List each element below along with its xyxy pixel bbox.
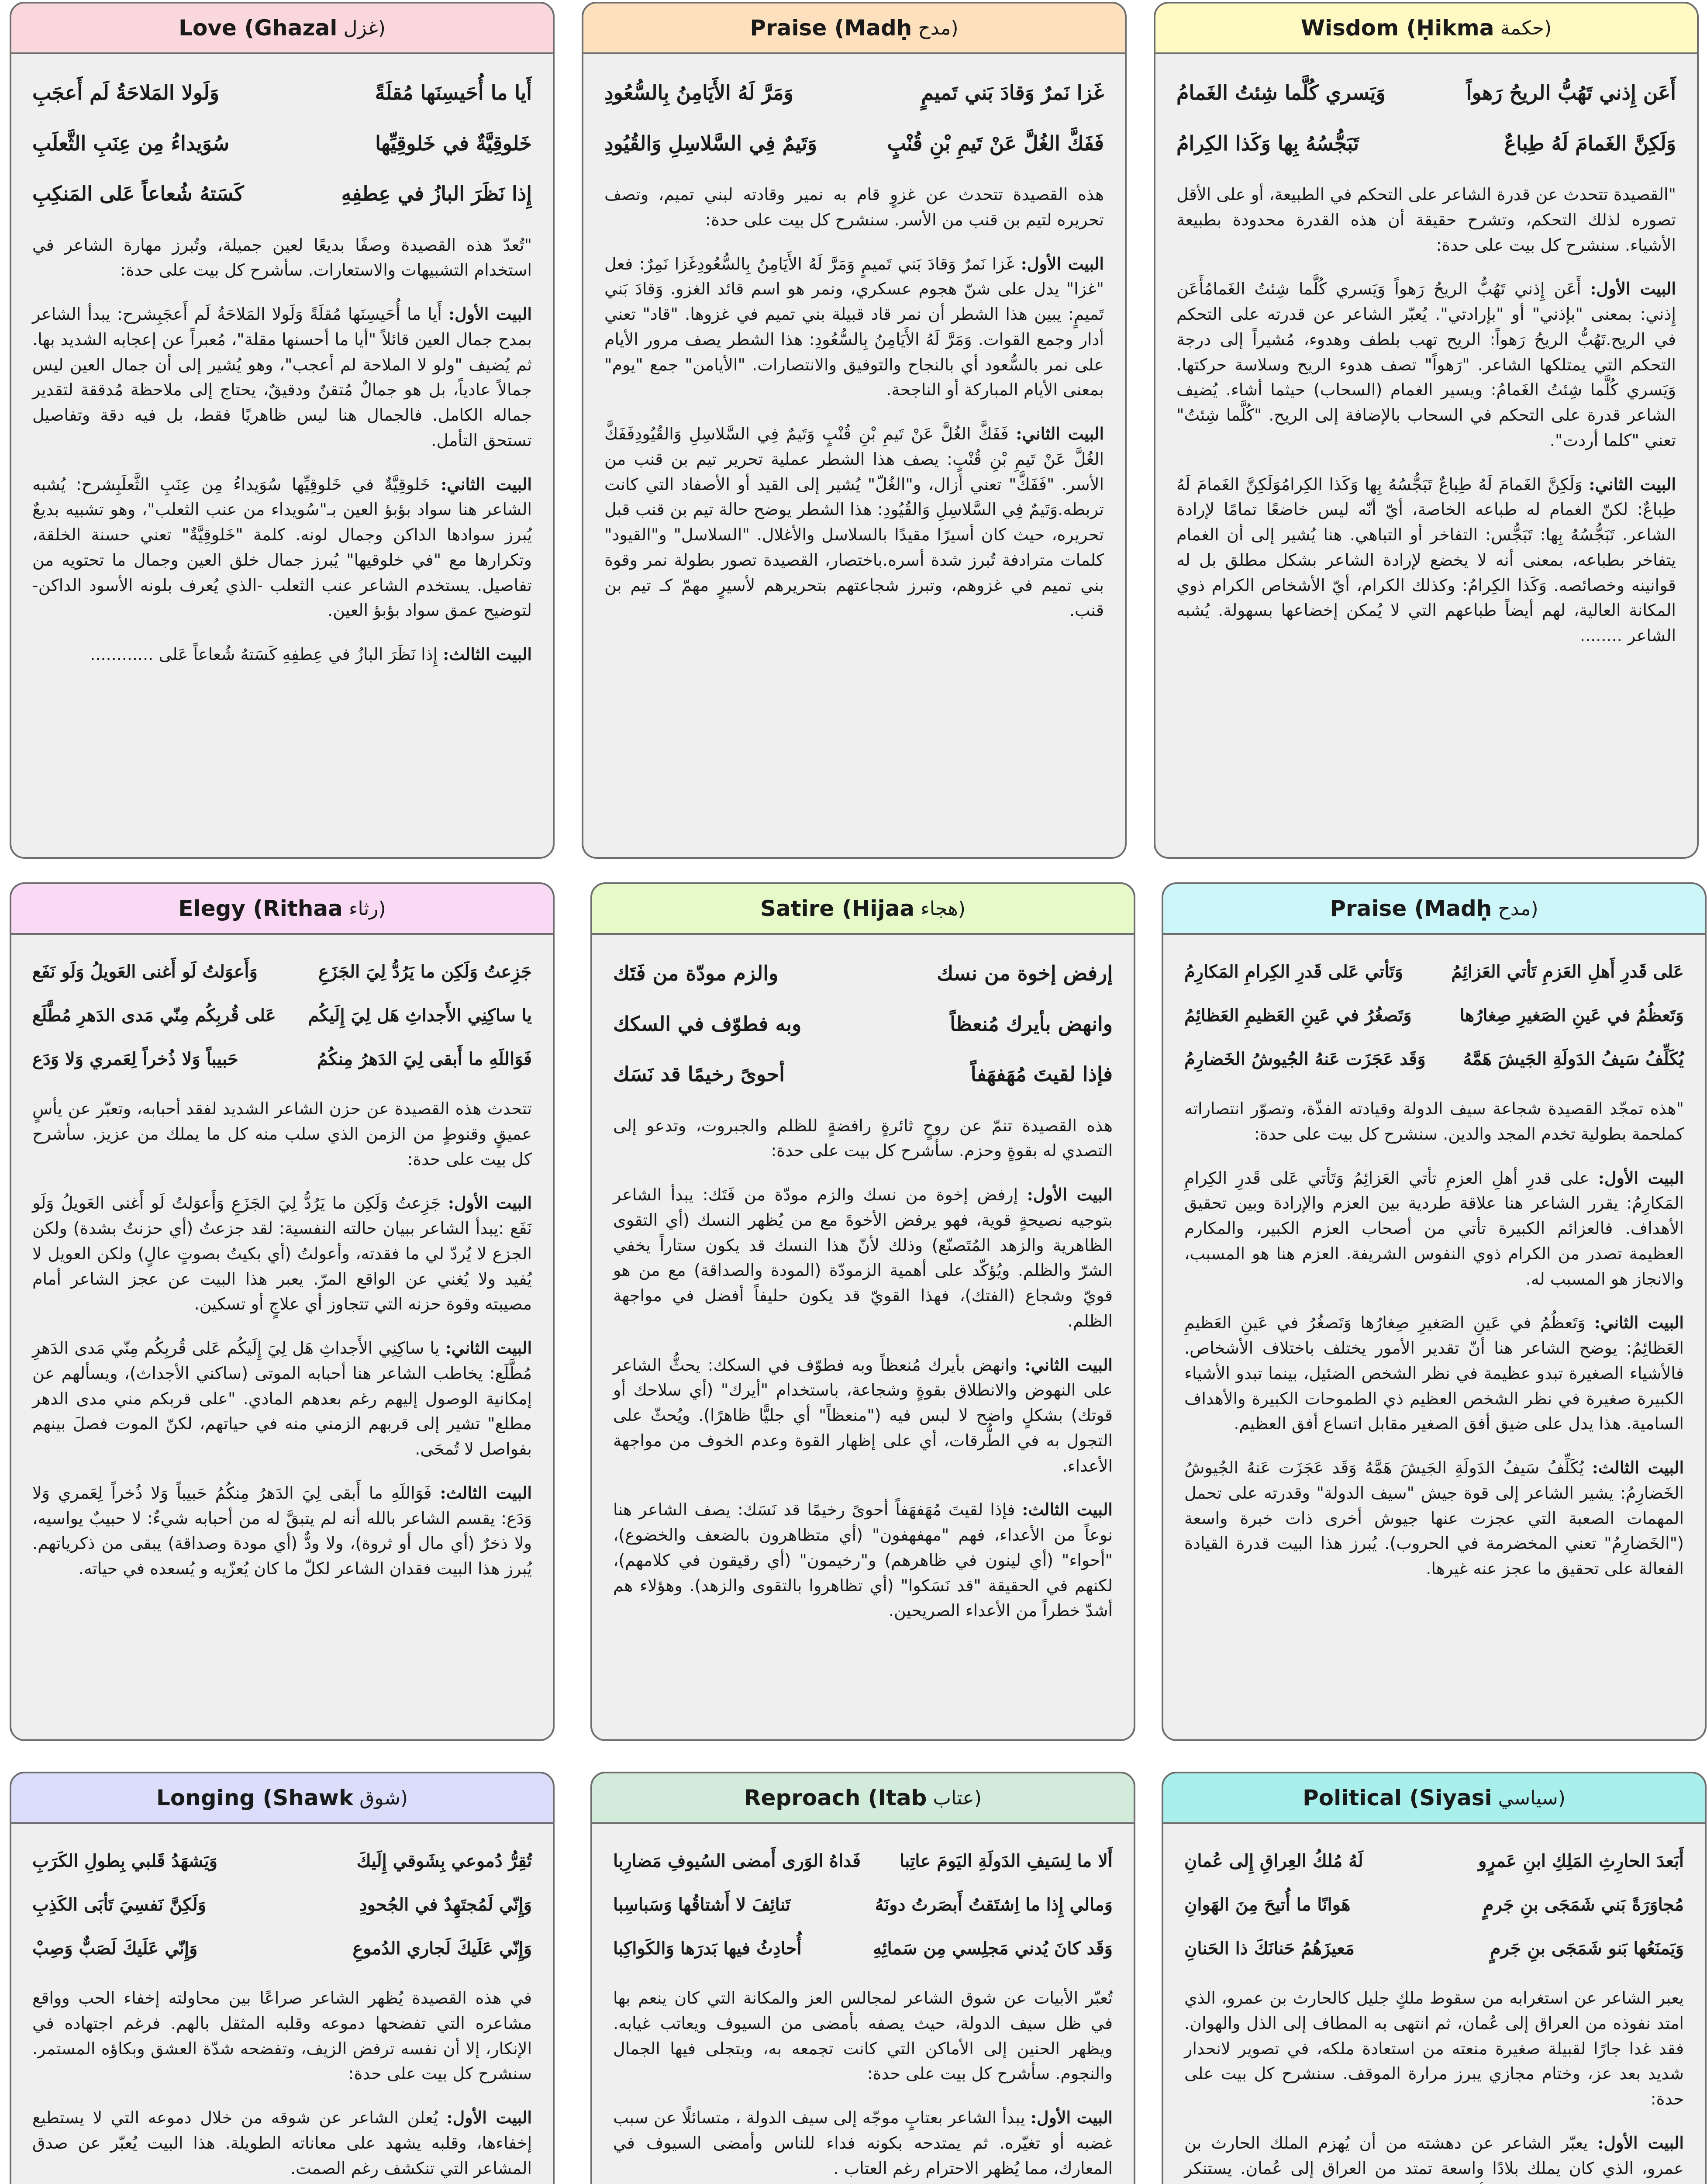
card-title-en: Love (Ghazal (179, 15, 338, 41)
explanation-text: يُعلن الشاعر عن شوقه من خلال دموعه التي لا يستطيع إخفاءها، وقلبه يشهد على معاناته الطويلة. هذا البيت يُعبّر عن صدق المشاعر التي تنكشف رغم الصمت. (32, 2108, 532, 2178)
verse-first-half: أَلا ما لِسَيفِ الدَولَةِ اليَومَ عاتِبا (899, 1851, 1113, 1871)
card-title-en: Praise (Madḥ (750, 15, 912, 41)
verse-label: البيت الثاني: (441, 474, 532, 494)
verse-second-half: وبه فطوّف في السكك (613, 1012, 802, 1036)
verse-second-half: وَإِنّي عَلَيكَ لَصَبٌّ وَصِبْ (32, 1938, 198, 1959)
intro-text: هذه القصيدة تنمّ عن روحٍ ثائرةٍ رافضةٍ للظلم والجبروت، وتدعو إلى التصدي له بقوةٍ وحزم. سأشرح كل بيت على حدة: (613, 1116, 1113, 1161)
card-satire (590, 882, 1135, 1741)
verse-second-half: أُحادِثُ فيها بَدرَها وَالكَواكِبا (613, 1938, 802, 1959)
verse-label: البيت الأول: (1030, 2108, 1113, 2127)
verse-second-half: والزم مودّة من فَتَك (613, 961, 779, 985)
card-title-en: Wisdom (Ḥikma (1300, 15, 1494, 41)
verse-first-half: وانهض بأيرك مُنعظاً (950, 1012, 1113, 1036)
verse-row (32, 131, 532, 156)
verse-label: البيت الثالث: (1022, 1500, 1113, 1520)
explanation-paragraph (1184, 1310, 1684, 1437)
verse-first-half: خَلوقِيَّةٌ في خَلوقِيِّها (375, 131, 532, 155)
verse-second-half: وَأَعوَلتُ لَو أَغنى العَويلُ وَلَو نَفَع (32, 961, 258, 982)
card-title-ar: رثاء) (348, 897, 386, 920)
explanation-text: فَفَكَّ الغُلَّ عَنْ تَيمِ بْنِ قُنْبٍ وَتَيمٌ فِي السَّلاسِلِ وَالقُيُودِفَفَكَّ الغُلَّ عَنْ تَيمِ بْنِ قُنْبٍ: يصف هذا الشطر عملية تحرير تيم بن قنب من الأسر. "فَفَكَّ" تعني أزال، و"الغُلّ" يُشير إلى القيد أو الأصفاد التي كانت تربطه.وَتَيمٌ فِي السَّلاسِلِ وَالقُيُودِ: هذا الشطر يوضح حالة تيم بن قنب قبل تحريره، حيث كان أسيرًا مقيدًا بالسلاسل والأغلال. "السلاسل" و"القيود" كلمات مترادفة تُبرز شدة أسره.باختصار، القصيدة تصور بطولة نمر وقوة بني تميم في غزوهم، وتبرز شجاعتهم بتحريرهم لأسيرٍ مهمّ كـ تيم بن قنب. (604, 424, 1104, 620)
explanation-text: خَلوقِيَّةٌ في خَلوقِيِّها سُوَيداءُ مِن عِنَبِ الثَّعلَبِشرح: يُشبه الشاعر هنا سواد بؤبؤ العين بـ"سُويداء من عنب الثعلب"، وهو تشبيه بديعٌ يُبرز سوادها الداكن وجمال لونه. كلمة "خَلوقِيَّةٌ" تعني حسنة الخلقة، وتكرارها مع "في خلوقيها" يُبرز جمال خلق العين وجمال ما تحتويه من تفاصيل. يستخدم الشاعر عنب الثعلب -الذي يُعرف بلونه الأسود الداكن- لتوضيح عمق سواد بؤبؤ العين. (32, 474, 532, 620)
verse-second-half: سُوَيداءُ مِن عِنَبِ الثَّعلَبِ (32, 131, 230, 155)
card-body (11, 54, 553, 857)
card-title-ar: شوق) (359, 1787, 408, 1809)
verse-label: البيت الأول: (1590, 279, 1676, 299)
card-title-en: Satire (Hijaa (760, 896, 915, 921)
verse-second-half: مَعيزَهُمُ حَنانَكَ ذا الحَنانِ (1184, 1938, 1355, 1959)
verse-second-half: فَداهُ الوَرى أَمضى السُيوفِ مَضارِبا (613, 1851, 861, 1871)
explanation-paragraph (32, 1190, 532, 1317)
intro-text: تتحدث هذه القصيدة عن حزن الشاعر الشديد لفقد أحبابه، وتعبّر عن يأسٍ عميقٍ وقنوطٍ من الزمن الذي سلب منه كل ما يملك من عزيز. سأشرح كل بيت على حدة: (32, 1099, 532, 1169)
card-body (11, 1824, 553, 2184)
verse-row (1184, 1048, 1684, 1070)
verse-row (1176, 80, 1676, 106)
verse-row (604, 131, 1104, 156)
verse-second-half: حَبيباً وَلا ذُخراً لِعَمري وَلا وَدَع (32, 1049, 238, 1069)
verse-label: البيت الأول: (1597, 2132, 1684, 2153)
card-header (11, 884, 553, 935)
verse-row (32, 1048, 532, 1070)
verse-second-half: كَسَتهُ شُعاعاً عَلى المَنكِبِ (32, 182, 244, 205)
verse-label: البيت الأول: (1027, 1185, 1113, 1204)
explanation-text: وانهض بأيرك مُنعظاً وبه فطوّف في السكك: يحثُّ الشاعر على النهوض والانطلاق بقوةٍ وشجاعة، باستخدام "أيرك" (أي سلاحك أو قوتك) بشكلٍ واضح لا لبس فيه ("منعظاً" أي جليًّا ظاهرًا). ويُحثّ على التجول به في الطُّرقات، أي على إظهار القوة وعدم الخوف من مواجهة الأعداء. (613, 1355, 1113, 1476)
verses-block (32, 80, 532, 207)
verses-block (604, 80, 1104, 156)
explanation-text: وَلَكِنَّ الغَمامَ لَهُ طِباعٌ تَبَجُّسُهُ بِها وَكَذا الكِرامُوَلَكِنَّ الغَمامَ لَهُ طِباعٌ: لكنّ الغمام له طباعه الخاصة، أيّ أنّه ليس خاضعًا تمامًا لإرادة الشاعر. تَبَجُّسُهُ بِها: تَبَجُّس: التفاخر أو التباهي. هنا يُشير إلى أن الغمام يتفاخر بطباعه، بمعنى أنه لا يخضع لإرادة الشاعر بشكل مطلق بل له قوانينه وخصائصه. وَكَذا الكِرامُ: وكذلك الكرام، أيّ الأشخاص الكرام ذوي المكانة العالية، لهم أيضاً طباعهم التي لا يُمكن إخضاعها بسهولة. يُشبه الشاعر ........ (1176, 474, 1676, 645)
card-title-en: Praise (Madḥ (1330, 896, 1492, 921)
verse-row (32, 1938, 532, 1959)
explanation-paragraph (613, 1352, 1113, 1479)
verse-first-half: إرفض إخوة من نسك (937, 961, 1113, 985)
verse-label: البيت الثالث: (443, 644, 532, 664)
verse-second-half: لَهُ مُلكُ العِراقِ إِلى عُمانِ (1184, 1851, 1363, 1871)
verse-row (613, 961, 1113, 986)
intro-text: يعبر الشاعر عن استغرابه من سقوط ملكٍ جليل كالحارث بن عمرو، الذي امتد نفوذه من العراق إلى عُمان، ثم انتهى به المطاف إلى الذل والهوان. فقد غدا جارًا لقبيلة صغيرة منعته من استعادة ملكه، في تصوير لانحدار شديد بعد عز، وختام مجازي يبرز مرارة الموقف. سنشرح كل بيت على حدة: (1184, 1988, 1684, 2108)
verse-row (32, 1005, 532, 1026)
explanation-paragraph (613, 1497, 1113, 1624)
card-header (1163, 884, 1705, 935)
card-body (583, 54, 1125, 857)
explanation-paragraph (604, 251, 1104, 403)
verse-row (1184, 961, 1684, 983)
verse-second-half: وَتَيمٌ فِي السَّلاسِلِ وَالقُيُودِ (604, 131, 817, 155)
verse-row (613, 1062, 1113, 1087)
verse-row (1184, 1938, 1684, 1959)
card-title-ar: مدح) (918, 17, 959, 39)
explanation-text: يا ساكِنِي الأَجداثِ هَل لِيَ إِلَيكُم عَلى قُربِكُم مِنّي مَدى الدَهرِ مُطَّلَع: يخاطب الشاعر هنا أحبابه الموتى (ساكني الأجداث)، ويسألهم عن إمكانية الوصول إليهم رغم بعدهم المادي. "على قربكم مني مدى الدهر مطلع" تشير إلى قربهم الزمني منه في حياتهم، لكنّ الموت فصلَ بينهم بفواصل لا تُمحَى. (32, 1338, 532, 1458)
explanation-paragraph (32, 1335, 532, 1462)
explanation-text: فإذا لقيتَ مُهَفهَفاً أحوىً رخيمًا قد نَسَك: يصف الشاعر هنا نوعاً من الأعداء، فهم "مهفهفون" (أي متظاهرون بالضعف والخضوع)، "أحواء" (أي لينون في ظاهرهم) و"رخيمون" (أي رقيقون في كلامهم)، لكنهم في الحقيقة "قد نَسَكوا" (أي تظاهروا بالتقوى والزهد). وهؤلاء هم أشدّ خطراً من الأعداء الصريحين. (613, 1500, 1113, 1621)
intro-text: هذه القصيدة تتحدث عن غزوٍ قام به نمير وقادته لبني تميم، وتصف تحريره لتيم بن قنب من الأسر. سنشرح كل بيت على حدة: (604, 185, 1104, 229)
verse-first-half: يُكَلِّفُ سَيفُ الدَولَةِ الجَيشَ هَمَّهُ (1463, 1049, 1684, 1069)
explanation-paragraph (604, 421, 1104, 623)
intro-text: "تُعدّ هذه القصيدة وصفًا بديعًا لعين جميلة، وتُبرز مهارة الشاعر في استخدام التشبيهات والاستعارات. سأشرح كل بيت على حدة: (32, 235, 532, 280)
verse-row (613, 1012, 1113, 1037)
verse-first-half: عَلى قَدرِ أَهلِ العَزمِ تَأتي العَزائِمُ (1451, 961, 1684, 982)
explanation-text: يعبّر الشاعر عن دهشته من أن يُهزم الملك الحارث بن عمرو، الذي كان يملك بلادًا واسعة تمتد من العراق إلى عُمان. يستنكر (1184, 2133, 1684, 2178)
verse-label: البيت الثالث: (1592, 1458, 1684, 1477)
verse-second-half: وَلَكِنَّ نَفسِيَ تَأبَى الكَذِبِ (32, 1894, 207, 1915)
card-wisdom (1154, 2, 1699, 859)
verse-first-half: أَيا ما أُحَيسِنَها مُقلَةً (375, 81, 532, 104)
card-header (11, 1773, 553, 1824)
verses-block (1176, 80, 1676, 156)
explanation-text: جَزِعتُ وَلَكِن ما يَرُدُّ لِيَ الجَزَعِ وَأَعوَلتُ لَو أَغنى العَويلُ وَلَو نَفَع :يبدأ الشاعر ببيان حالته النفسية: لقد جزعتُ (أي حزنتُ بشدة) ولكن الجزع لا يُردّ لي ما فقدته، وأعولتُ (أي بكيتُ بصوتٍ عالٍ) ولكن العويل لا يُفيد ولا يُغني عن الواقع المرّ. يعبر هذا البيت عن عجز الشاعر أمام مصيبته وقوة حزنه التي تتجاوز أي علاجٍ أو تسكين. (32, 1193, 532, 1314)
intro-text: "القصيدة تتحدث عن قدرة الشاعر على التحكم في الطبيعة، أو على الأقل تصوره لذلك التحكم، وتشرح حقيقة أن هذه القدرة محدودة بطبيعة الأشياء. سنشرح كل بيت على حدة: (1176, 185, 1676, 255)
verse-label: البيت الثاني: (445, 1338, 532, 1358)
card-title-en: Reproach (Itab (744, 1785, 927, 1811)
verse-first-half: وَيَمنَعُها بَنو شَمَجَى بنِ جَرمٍ (1490, 1938, 1684, 1959)
explanation-paragraph (1184, 1165, 1684, 1292)
card-body (592, 935, 1134, 1739)
explanation-text: إِذا نَظَرَ البازُ في عِطفِهِ كَسَتهُ شُعاعاً عَلى ............ (90, 645, 443, 664)
verse-second-half: وَيَسري كُلَّما شِئتُ الغَمامُ (1176, 81, 1386, 104)
verse-second-half: تَنائِفَ لا أَشتاقُها وَسَباسِبا (613, 1894, 791, 1915)
card-love (10, 2, 555, 859)
verse-label: البيت الأول: (448, 1193, 532, 1213)
verse-first-half: يا ساكِنِي الأَجداثِ هَل لِيَ إِلَيكُم (308, 1005, 532, 1026)
verse-label: البيت الأول: (446, 2108, 532, 2127)
verse-label: البيت الأول: (1021, 253, 1104, 273)
verse-first-half: وَمالي إِذا ما اِشتَقتُ أَبصَرتُ دونَهُ (875, 1894, 1113, 1915)
card-title-en: Longing (Shawk (156, 1785, 354, 1811)
intro-text: في هذه القصيدة يُظهر الشاعر صراعًا بين محاولته إخفاء الحب وواقع مشاعره التي تفضحها دموعه وقلبه المثقل بالهم. فرغم اجتهاده في الإنكار، إلا أن نفسه ترفض الزيف، وتفضحه شدّة العشق وبكاؤه المستمر. سنشرح كل بيت على حدة: (32, 1988, 532, 2084)
verse-first-half: وَلَكِنَّ الغَمامَ لَهُ طِباعٌ (1504, 131, 1676, 155)
card-title-ar: مدح) (1498, 897, 1538, 920)
card-header (1163, 1773, 1705, 1824)
verse-first-half: جَزِعتُ وَلَكِن ما يَرُدُّ لِيَ الجَزَعِ (318, 961, 532, 982)
verse-second-half: وَيَشهَدُ قَلبي بِطولِ الكَرَبِ (32, 1851, 217, 1871)
verse-row (604, 80, 1104, 106)
explanation-text: يُكَلِّفُ سَيفُ الدَولَةِ الجَيشَ هَمَّهُ وَقَد عَجَزَت عَنهُ الجُيوشُ الخَضارِمُ: يشير الشاعر إلى قوة جيش "سيف الدولة" وقدرته على تحمل المهمات الصعبة التي عجزت عنها جيوش أخرى ذات خبرة واسعة ("الخَضارِمُ" تعني المخضرمة في الحروب). يُبرز هذا البيت قدرة القيادة الفعالة على تحقيق ما عجز عنه غيرها. (1184, 1458, 1684, 1578)
verse-first-half: فَفَكَّ الغُلَّ عَنْ تَيمِ بْنِ قُنْبٍ (887, 131, 1104, 155)
verse-first-half: مُجاوَرَةً بَني شَمَجَى بنِ جَرمٍ (1483, 1894, 1684, 1915)
verse-second-half: هَوانًا ما أُتيحَ مِنَ الهَوانِ (1184, 1894, 1351, 1915)
verse-row (1184, 1850, 1684, 1872)
explanation-paragraph (32, 301, 532, 453)
verse-row (1176, 131, 1676, 156)
explanation-text: وَتَعظُمُ في عَينِ الصَغيرِ صِغارُها وَتَصغُرُ في عَينِ العَظيمِ العَظائِمُ: يوضح الشاعر هنا أنّ تقدير الأمور يختلف باختلاف الأشخاص. فالأشياء الصغيرة تبدو عظيمة في نظر الشخص الضئيل، بينما تبدو الأشياء الكبيرة صغيرة في نظر الشخص العظيم ذي الطموحات الكبيرة والأهداف السامية. هذا يدل على ضيق أفق الصغير مقابل اتساع أفق العظيم. (1184, 1313, 1684, 1434)
intro-text: تُعبّر الأبيات عن شوق الشاعر لمجالس العز والمكانة التي كان ينعم بها في ظل سيف الدولة، حيث يصفه بأمضى من السيوف ويعاتب غيابه. ويظهر الحنين إلى الأماكن التي كانت تجمعه به، وبتجلى فيها الجمال والنجوم. سأشرح كل بيت على حدة: (613, 1988, 1113, 2084)
verse-second-half: تَبَجُّسُهُ بِها وَكَذا الكِرامُ (1176, 131, 1359, 155)
verse-label: البيت الأول: (1598, 1168, 1684, 1188)
card-elegy (10, 882, 555, 1741)
explanation-paragraph (613, 1182, 1113, 1334)
verse-label: البيت الأول: (448, 304, 532, 324)
card-title-ar: هجاء) (921, 897, 966, 920)
explanation-text: أَيا ما أُحَيسِنَها مُقلَةً وَلَولا المَلاحَةُ لَم أَعجَبِشرح: يبدأ الشاعر بمدح جمال العين قائلاً "أيا ما أحسنها مقلة"، مُعبراً عن إعجابه الشديد بها. ثم يُضيف "ولو لا الملاحة لم أعجب"، وهو يُشير إلى أن جمال العين ليس جمالاً عادياً، بل هو جمالٌ مُتقنٌ ودقيقٌ، يحتاج إلى ملاحظة مُدققة لتقدير جماله الكامل. فالجمال هنا ليس ظاهريًا فقط، بل فيه دقة وتفاصيل تستحق التأمل. (32, 304, 532, 450)
verse-row (32, 181, 532, 207)
verses-block (1184, 1850, 1684, 1959)
verse-first-half: فَوَاللَهِ ما أَبقى لِيَ الدَهرُ مِنكُمُ (317, 1049, 532, 1069)
verse-first-half: وَتَعظُمُ في عَينِ الصَغيرِ صِغارُها (1459, 1005, 1684, 1026)
card-header (592, 884, 1134, 935)
verse-second-half: وَمَرَّ لَهُ الأَيَامِنُ بِالسُّعُودِ (604, 81, 793, 104)
explanation-text: غَزا نَمرٌ وَقادَ بَني تَميمٍ وَمَرَّ لَهُ الأَيَامِنُ بِالسُّعُودِغَزا نَمِرٌ: فعل "غزا" يدل على شنّ هجوم عسكري، ونمر هو اسم قائد الغزو. وَقادَ بَني تَميمٍ: يبين هذا الشطر أن نمر قاد قبيلة بني تميم في غزوها. "قاد" تعني أدار وجمع القوات. وَمَرَّ لَهُ الأَيَامِنُ بِالسُّعُودِ: هذا الشطر يصف مرور الأيام على نمر بالسُّعود أي بالنجاح والتوفيق والانتصارات. "الأيامن" جمع "يوم" بمعنى الأيام المباركة أو الناجحة. (604, 254, 1104, 400)
card-body (1155, 54, 1697, 857)
verse-label: البيت الثاني: (1594, 1313, 1684, 1333)
explanation-text: على قدرِ أهلِ العزمِ تأتي العَزائِمُ وَتَأتي عَلى قَدرِ الكِرامِ المَكارِمُ: يقرر الشاعر هنا علاقة طردية بين العزم والإرادة وبين تحقيق الأهداف. فالعزائم الكبيرة تأتي من أصحاب العزم الكبير، والمكارم العظيمة تصدر من الكرام ذوي النفوس الشريفة. العزم هنا هو المسبب، والانجاز هو المسبب له. (1184, 1168, 1684, 1289)
verses-block (1184, 961, 1684, 1070)
card-title-en: Elegy (Rithaa (178, 896, 343, 921)
verse-row (613, 1850, 1113, 1872)
verses-block (32, 961, 532, 1070)
verse-row (32, 1894, 532, 1916)
verse-second-half: وَتَأتي عَلى قَدرِ الكِرامِ المَكارِمُ (1184, 961, 1403, 982)
explanation-paragraph (1184, 1455, 1684, 1582)
verse-label: البيت الثالث: (440, 1482, 532, 1503)
verse-first-half: وَقَد كانَ يُدني مَجلِسي مِن سَمائِهِ (872, 1938, 1113, 1959)
explanation-paragraph (1184, 2130, 1684, 2184)
card-header (11, 3, 553, 54)
verses-block (613, 961, 1113, 1087)
verse-label: البيت الثاني: (1016, 424, 1104, 443)
card-body (1163, 935, 1705, 1739)
verses-block (613, 1850, 1113, 1959)
card-body (592, 1824, 1134, 2184)
verse-row (1184, 1894, 1684, 1916)
card-title-ar: سياسي) (1498, 1787, 1566, 1809)
verse-first-half: فإذا لقيتَ مُهَفهَفاً (970, 1062, 1113, 1086)
verse-first-half: غَزا نَمرٌ وَقادَ بَني تَميمٍ (921, 81, 1104, 104)
verse-first-half: وَإِنّي عَلَيكَ لَجاري الدُموعِ (352, 1938, 532, 1959)
verse-row (32, 1850, 532, 1872)
verse-first-half: وَإِنّي لَمُجتَهِدٌ في الجُحودِ (359, 1894, 532, 1915)
explanation-paragraph (32, 642, 532, 667)
card-reproach (590, 1772, 1135, 2184)
card-body (1163, 1824, 1705, 2184)
card-header (592, 1773, 1134, 1824)
explanation-text: يبدأ الشاعر بعتابٍ موجّه إلى سيف الدولة ، متسائلًا عن سبب غضبه أو تغيّره. ثم يمتدحه بكونه فداء للناس وأمضى السيوف في المعارك، مما يُظهر الاحترام رغم العتاب . (613, 2108, 1113, 2178)
verse-row (1184, 1005, 1684, 1026)
verse-first-half: إِذا نَظَرَ البازُ في عِطفِهِ (341, 182, 532, 205)
explanation-text: فَوَاللَهِ ما أَبقى لِيَ الدَهرُ مِنكُمُ حَبيباً وَلا ذُخراً لِعَمري وَلا وَدَع: يقسم الشاعر بالله أنه لم يتبقَّ له من أحبابه شيءٌ: لا حبيبٌ يواسيه، ولا ذخرٌ (أي مال أو ثروة)، ولا ودٌّ (أي مودة وصداقة) يبقى من ذكرياتهم. يُبرز هذا البيت فقدان الشاعر لكلّ ما كان يُعزّيه و يُسعده في حياته. (32, 1483, 532, 1578)
card-longing (10, 1772, 555, 2184)
intro-text: "هذه تمجّد القصيدة شجاعة سيف الدولة وقيادته الفذّة، وتصوّر انتصاراته كملحمة بطولية تخدم المجد والدين. سنشرح كل بيت على حدة: (1184, 1099, 1684, 1144)
verse-first-half: تُقِرُّ دُموعي بِشَوقي إِلَيكَ (356, 1851, 532, 1871)
verse-first-half: أَبَعدَ الحارِثِ المَلِكِ ابنِ عَمرٍو (1478, 1851, 1684, 1871)
verse-label: البيت الثاني: (1024, 1355, 1113, 1375)
explanation-paragraph (613, 2105, 1113, 2181)
verse-row (613, 1938, 1113, 1959)
card-title-en: Political (Siyasi (1303, 1785, 1492, 1811)
card-political (1162, 1772, 1707, 2184)
card-praise-madh-2 (1162, 882, 1707, 1741)
verses-block (32, 1850, 532, 1959)
card-title-ar: عتاب) (933, 1787, 982, 1809)
card-header (1155, 3, 1697, 54)
verse-row (32, 961, 532, 983)
verse-second-half: وَتَصغُرُ في عَينِ العَظيمِ العَظائِمُ (1184, 1005, 1412, 1026)
card-title-ar: حكمة) (1500, 17, 1552, 39)
explanation-text: إرفض إخوة من نسك والزم مودّة من فَتَك: يبدأ الشاعر بتوجيه نصيحةٍ قوية، فهو يرفض الأخوةَ مع من يُظهر النسك (أي التقوى الظاهرية والزهد المُتَصنّع) وذلك لأنّ هذا النسك قد يكون ستاراً يخفي الشرّ والظلم. ويُؤكّد على أهمية الزمودّة (المودة والصداقة) مع من هو قويّ وشجاع (الفتك)، فهذا القويّ قد يكون حليفاً أفضل في مواجهة الظلم. (613, 1185, 1113, 1330)
verse-row (32, 80, 532, 106)
verse-row (613, 1894, 1113, 1916)
explanation-paragraph (1176, 276, 1676, 453)
explanation-paragraph (1176, 472, 1676, 649)
explanation-paragraph (32, 472, 532, 624)
explanation-text: أَعَن إِذني تَهُبُّ الريحُ رَهواً وَيَسري كُلَّما شِئتُ الغَمامُأَعَن إِذني: بمعنى "بإذني" أو "بإرادتي". يُعبّر الشاعر عن قدرته على التحكم في الريح.تَهُبُّ الريحُ رَهواً: الريح تهب بلطف وهدوء، مُشيراً إلى درجة التحكم التي يمتلكها الشاعر. "رَهواً" تصف هدوء الريح وسلاسة حركتها. وَيَسري كُلَّما شِئتُ الغَمامُ: ويسير الغمام (السحاب) حيثما أشاء. يُضيف الشاعر قدرة على التحكم في السحاب بالإضافة إلى الريح. "كُلَّما شِئتُ" تعني "كلما أردت". (1176, 279, 1676, 450)
card-body (11, 935, 553, 1739)
explanation-paragraph (32, 1480, 532, 1582)
verse-second-half: وَلَولا المَلاحَةُ لَم أَعجَبِ (32, 81, 219, 104)
verse-second-half: عَلى قُربِكُم مِنّي مَدى الدَهرِ مُطَّلَع (32, 1005, 276, 1026)
verse-first-half: أَعَن إِذني تَهُبُّ الريحُ رَهواً (1466, 81, 1676, 104)
card-praise-madh (582, 2, 1127, 859)
verse-second-half: وَقَد عَجَزَت عَنهُ الجُيوشُ الخَضارِمُ (1184, 1049, 1426, 1069)
explanation-paragraph (32, 2105, 532, 2181)
card-header (583, 3, 1125, 54)
verse-second-half: أحوىً رخيمًا قد نَسَك (613, 1062, 785, 1086)
verse-label: البيت الثاني: (1589, 474, 1676, 494)
card-title-ar: غزل) (343, 17, 386, 39)
